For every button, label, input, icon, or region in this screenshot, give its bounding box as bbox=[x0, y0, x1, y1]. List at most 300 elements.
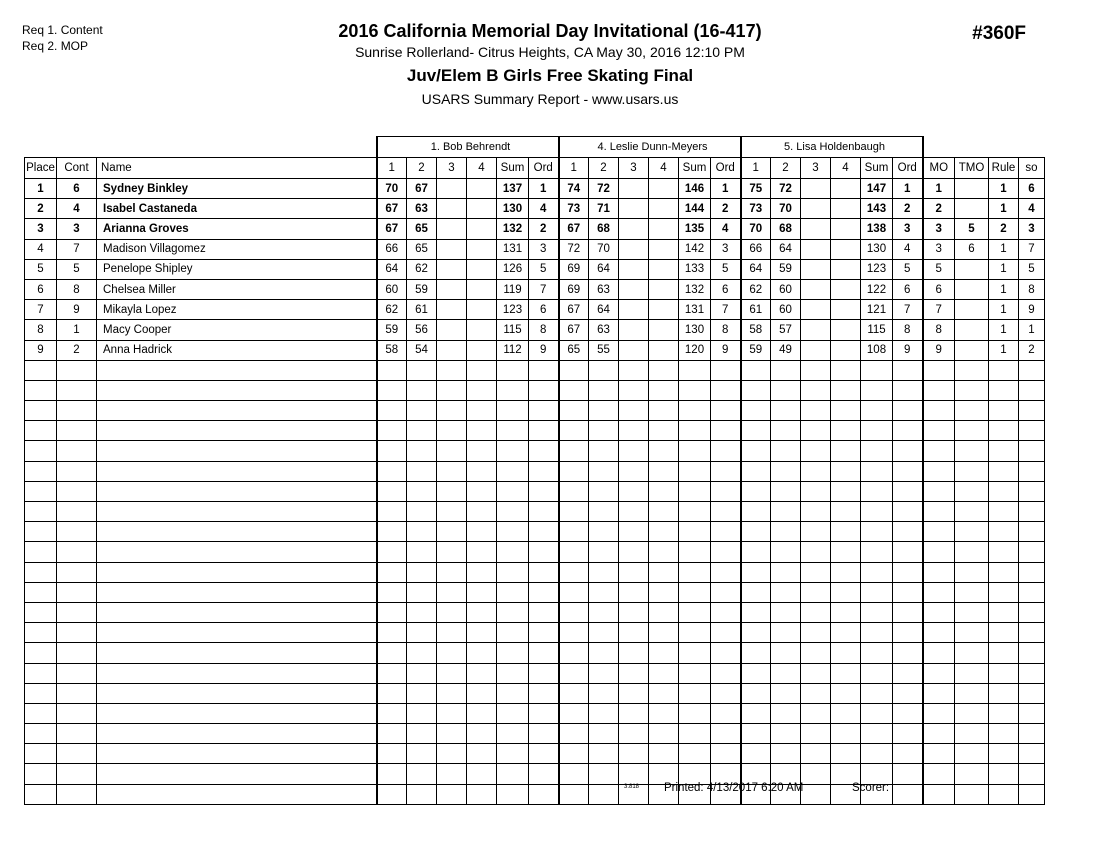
cell-score1-empty bbox=[559, 602, 589, 622]
table-row bbox=[25, 259, 1045, 279]
cell-so-empty bbox=[1019, 380, 1045, 400]
cell-score4-empty bbox=[467, 461, 497, 481]
cell-rule-value: 1 bbox=[1000, 323, 1007, 336]
cell-score2-empty bbox=[771, 360, 801, 380]
cell-score4-j1 bbox=[467, 219, 497, 239]
cell-score1-empty bbox=[377, 542, 407, 562]
cell-ord-j1-value: 4 bbox=[540, 202, 547, 215]
judge-header-row bbox=[25, 137, 1045, 158]
spacer-cell bbox=[923, 137, 955, 158]
cell-score4-j2 bbox=[649, 259, 679, 279]
cell-score2-j3-value: 57 bbox=[779, 323, 792, 336]
cell-score3-j3 bbox=[801, 320, 831, 340]
cell-tmo-empty bbox=[955, 764, 989, 784]
cell-ord-j3 bbox=[893, 239, 923, 259]
cell-cont-empty bbox=[57, 461, 97, 481]
cell-ord-empty bbox=[893, 784, 923, 804]
cell-score2-j1-value: 61 bbox=[415, 303, 428, 316]
cell-score2-empty bbox=[407, 481, 437, 501]
cell-sum-j2 bbox=[679, 259, 711, 279]
cell-score2-empty bbox=[407, 744, 437, 764]
cell-score4-empty bbox=[649, 380, 679, 400]
cell-name-empty bbox=[97, 542, 377, 562]
cell-sum-empty bbox=[679, 663, 711, 683]
cell-cont-empty bbox=[57, 784, 97, 804]
cell-score2-empty bbox=[407, 542, 437, 562]
cell-ord-empty bbox=[529, 582, 559, 602]
cell-name-empty bbox=[97, 703, 377, 723]
cell-score4-j1 bbox=[467, 320, 497, 340]
cell-score4-empty bbox=[467, 522, 497, 542]
cell-score4-empty bbox=[649, 724, 679, 744]
cell-score2-j1 bbox=[407, 340, 437, 360]
cell-score1-j1 bbox=[377, 259, 407, 279]
cell-ord-empty bbox=[893, 683, 923, 703]
cell-name bbox=[97, 239, 377, 259]
col-header-score4-j3 bbox=[831, 158, 861, 179]
cell-score4-empty bbox=[649, 461, 679, 481]
cell-score2-empty bbox=[771, 522, 801, 542]
cell-mo-empty bbox=[923, 724, 955, 744]
cell-name-empty bbox=[97, 401, 377, 421]
cell-score1-j1-value: 67 bbox=[385, 222, 399, 235]
cell-name-empty bbox=[97, 522, 377, 542]
cell-score1-empty bbox=[741, 602, 771, 622]
cell-ord-j1 bbox=[529, 219, 559, 239]
cell-score1-j2-value: 67 bbox=[567, 323, 581, 336]
cell-score3-empty bbox=[619, 744, 649, 764]
cell-sum-empty bbox=[679, 724, 711, 744]
cell-score1-empty bbox=[741, 461, 771, 481]
cell-so-empty bbox=[1019, 542, 1045, 562]
cell-rule bbox=[989, 259, 1019, 279]
cell-ord-empty bbox=[893, 643, 923, 663]
document-code: #360F bbox=[972, 23, 1026, 44]
cell-sum-empty bbox=[679, 582, 711, 602]
cell-score4-empty bbox=[467, 582, 497, 602]
cell-score2-j1 bbox=[407, 320, 437, 340]
cell-score4-empty bbox=[831, 623, 861, 643]
table-row-empty bbox=[25, 764, 1045, 784]
cell-place bbox=[25, 279, 57, 299]
cell-rule-empty bbox=[989, 502, 1019, 522]
cell-sum-empty bbox=[679, 683, 711, 703]
cell-ord-empty bbox=[893, 401, 923, 421]
cell-score1-j3 bbox=[741, 239, 771, 259]
cell-score2-empty bbox=[771, 683, 801, 703]
cell-sum-empty bbox=[497, 663, 529, 683]
cell-score1-empty bbox=[377, 481, 407, 501]
cell-score1-j1-value: 64 bbox=[385, 263, 399, 276]
cell-score4-empty bbox=[467, 724, 497, 744]
cell-score2-j1-value: 62 bbox=[415, 263, 428, 276]
cell-sum-j1-value: 123 bbox=[502, 303, 523, 316]
cell-score3-empty bbox=[437, 502, 467, 522]
cell-rule-value: 1 bbox=[1000, 344, 1007, 357]
cell-mo-value: 7 bbox=[935, 303, 942, 316]
cell-tmo-empty bbox=[955, 562, 989, 582]
cell-score2-j3 bbox=[771, 179, 801, 199]
cell-ord-j2 bbox=[711, 199, 741, 219]
cell-ord-empty bbox=[711, 522, 741, 542]
cell-name-empty bbox=[97, 623, 377, 643]
cell-ord-j2 bbox=[711, 239, 741, 259]
cell-score2-empty bbox=[589, 421, 619, 441]
cell-score2-empty bbox=[407, 663, 437, 683]
cell-mo-empty bbox=[923, 542, 955, 562]
cell-score2-j1-value: 56 bbox=[415, 323, 428, 336]
cell-score2-empty bbox=[407, 360, 437, 380]
cell-sum-j3-value: 138 bbox=[866, 222, 887, 235]
cell-score4-empty bbox=[649, 683, 679, 703]
cell-name-empty bbox=[97, 461, 377, 481]
cell-sum-empty bbox=[861, 582, 893, 602]
cell-cont-empty bbox=[57, 502, 97, 522]
cell-score2-empty bbox=[589, 683, 619, 703]
cell-ord-j2-value: 6 bbox=[722, 283, 729, 296]
table-row bbox=[25, 340, 1045, 360]
cell-place-value: 4 bbox=[37, 243, 44, 256]
cell-score2-empty bbox=[771, 502, 801, 522]
cell-ord-j1-value: 3 bbox=[540, 243, 547, 256]
table-row-empty bbox=[25, 784, 1045, 804]
col-header-score2-j1 bbox=[407, 158, 437, 179]
cell-score1-j3-value: 59 bbox=[749, 344, 763, 357]
cell-name bbox=[97, 320, 377, 340]
cell-score2-j3 bbox=[771, 300, 801, 320]
cell-rule-empty bbox=[989, 481, 1019, 501]
cell-score2-empty bbox=[407, 683, 437, 703]
cell-mo-empty bbox=[923, 683, 955, 703]
cell-name bbox=[97, 300, 377, 320]
cell-tmo-empty bbox=[955, 502, 989, 522]
cell-cont-empty bbox=[57, 421, 97, 441]
cell-score2-empty bbox=[771, 481, 801, 501]
cell-ord-empty bbox=[711, 562, 741, 582]
cell-ord-j3 bbox=[893, 179, 923, 199]
cell-score2-empty bbox=[407, 724, 437, 744]
cell-sum-empty bbox=[679, 542, 711, 562]
cell-mo-empty bbox=[923, 643, 955, 663]
cell-score3-empty bbox=[619, 461, 649, 481]
cell-score4-empty bbox=[467, 481, 497, 501]
cell-score1-empty bbox=[559, 502, 589, 522]
cell-score1-j2-value: 72 bbox=[567, 243, 581, 256]
cell-name-value: Madison Villagomez bbox=[103, 243, 206, 256]
cell-cont-value: 4 bbox=[73, 202, 80, 215]
cell-tmo-empty bbox=[955, 683, 989, 703]
table-row-empty bbox=[25, 380, 1045, 400]
cell-score1-empty bbox=[741, 380, 771, 400]
cell-rule-empty bbox=[989, 643, 1019, 663]
cell-score4-j1 bbox=[467, 300, 497, 320]
cell-ord-empty bbox=[529, 502, 559, 522]
cell-so-empty bbox=[1019, 703, 1045, 723]
cell-sum-j2-value: 133 bbox=[684, 263, 705, 276]
cell-ord-empty bbox=[529, 643, 559, 663]
cell-ord-empty bbox=[529, 401, 559, 421]
cell-score4-empty bbox=[831, 461, 861, 481]
col-header-score4-j3-text: 4 bbox=[842, 162, 849, 174]
cell-score4-empty bbox=[467, 602, 497, 622]
table-row bbox=[25, 179, 1045, 199]
cell-rule-value: 1 bbox=[1000, 283, 1007, 296]
cell-mo-empty bbox=[923, 744, 955, 764]
cell-ord-empty bbox=[711, 724, 741, 744]
cell-score4-j2 bbox=[649, 219, 679, 239]
cell-mo-value: 9 bbox=[935, 344, 942, 357]
cell-score1-j3-value: 61 bbox=[749, 303, 763, 316]
cell-tmo-empty bbox=[955, 582, 989, 602]
cell-score1-empty bbox=[741, 643, 771, 663]
cell-rule-empty bbox=[989, 380, 1019, 400]
cell-score3-empty bbox=[437, 542, 467, 562]
cell-score1-j2 bbox=[559, 340, 589, 360]
cell-score3-j1 bbox=[437, 179, 467, 199]
table-row bbox=[25, 239, 1045, 259]
cell-score3-j3 bbox=[801, 219, 831, 239]
cell-sum-empty bbox=[497, 360, 529, 380]
cell-score2-empty bbox=[589, 481, 619, 501]
cell-so bbox=[1019, 199, 1045, 219]
cell-sum-empty bbox=[861, 461, 893, 481]
table-row-empty bbox=[25, 461, 1045, 481]
cell-mo-empty bbox=[923, 582, 955, 602]
cell-score2-empty bbox=[407, 562, 437, 582]
cell-sum-empty bbox=[679, 401, 711, 421]
cell-score2-empty bbox=[771, 744, 801, 764]
cell-ord-j1-value: 6 bbox=[540, 303, 547, 316]
cell-score2-empty bbox=[771, 401, 801, 421]
col-header-cont-text: Cont bbox=[64, 162, 89, 174]
cell-score2-empty bbox=[589, 380, 619, 400]
col-header-rule-text: Rule bbox=[991, 162, 1016, 174]
cell-score3-empty bbox=[801, 623, 831, 643]
cell-ord-empty bbox=[529, 703, 559, 723]
col-header-tmo-text: TMO bbox=[958, 162, 985, 174]
cell-score4-empty bbox=[831, 401, 861, 421]
cell-sum-j3-value: 115 bbox=[867, 323, 886, 336]
cell-score3-j2 bbox=[619, 279, 649, 299]
cell-score1-j3 bbox=[741, 320, 771, 340]
col-header-score4-j1 bbox=[467, 158, 497, 179]
cell-cont bbox=[57, 179, 97, 199]
cell-place-empty bbox=[25, 461, 57, 481]
cell-name-empty bbox=[97, 481, 377, 501]
cell-score2-empty bbox=[771, 703, 801, 723]
cell-score1-empty bbox=[741, 683, 771, 703]
cell-score1-empty bbox=[559, 461, 589, 481]
cell-score3-j1 bbox=[437, 259, 467, 279]
cell-score1-empty bbox=[741, 502, 771, 522]
cell-so-empty bbox=[1019, 724, 1045, 744]
col-header-score2-j3 bbox=[771, 158, 801, 179]
col-header-tmo bbox=[955, 158, 989, 179]
cell-score4-empty bbox=[467, 764, 497, 784]
cell-sum-empty bbox=[861, 502, 893, 522]
col-header-place-text: Place bbox=[26, 162, 55, 174]
table-row-empty bbox=[25, 502, 1045, 522]
cell-score1-empty bbox=[377, 401, 407, 421]
cell-place bbox=[25, 259, 57, 279]
cell-score1-j3 bbox=[741, 199, 771, 219]
cell-score2-empty bbox=[407, 623, 437, 643]
cell-score4-j3 bbox=[831, 259, 861, 279]
cell-score3-empty bbox=[437, 562, 467, 582]
cell-mo bbox=[923, 320, 955, 340]
cell-ord-empty bbox=[711, 461, 741, 481]
cell-cont bbox=[57, 259, 97, 279]
cell-score3-empty bbox=[801, 703, 831, 723]
cell-score2-j1-value: 59 bbox=[415, 283, 428, 296]
cell-score2-j2-value: 71 bbox=[597, 202, 610, 215]
cell-sum-empty bbox=[497, 643, 529, 663]
cell-score1-empty bbox=[377, 623, 407, 643]
cell-score4-empty bbox=[831, 360, 861, 380]
cell-score3-j1 bbox=[437, 219, 467, 239]
cell-sum-j1 bbox=[497, 199, 529, 219]
cell-place-empty bbox=[25, 562, 57, 582]
cell-sum-empty bbox=[679, 502, 711, 522]
cell-cont-empty bbox=[57, 441, 97, 461]
cell-place-value: 3 bbox=[37, 222, 44, 235]
cell-score3-empty bbox=[801, 724, 831, 744]
cell-sum-j2 bbox=[679, 300, 711, 320]
cell-cont-empty bbox=[57, 764, 97, 784]
cell-ord-j2 bbox=[711, 279, 741, 299]
cell-score2-j2-value: 64 bbox=[597, 303, 610, 316]
cell-so-empty bbox=[1019, 744, 1045, 764]
cell-score3-empty bbox=[437, 461, 467, 481]
cell-name-value: Penelope Shipley bbox=[103, 263, 193, 276]
col-header-score2-j3-text: 2 bbox=[782, 162, 789, 174]
cell-sum-j3 bbox=[861, 219, 893, 239]
cell-score4-empty bbox=[467, 542, 497, 562]
cell-score4-empty bbox=[649, 542, 679, 562]
cell-mo-empty bbox=[923, 401, 955, 421]
cell-sum-j3 bbox=[861, 320, 893, 340]
cell-score2-empty bbox=[589, 562, 619, 582]
cell-ord-j3 bbox=[893, 300, 923, 320]
cell-cont-empty bbox=[57, 643, 97, 663]
spacer-cell bbox=[57, 137, 97, 158]
judge-header-3 bbox=[741, 137, 923, 158]
cell-score3-j2 bbox=[619, 340, 649, 360]
cell-place bbox=[25, 340, 57, 360]
cell-rule-value: 1 bbox=[1000, 303, 1007, 316]
cell-so-empty bbox=[1019, 582, 1045, 602]
cell-cont-empty bbox=[57, 582, 97, 602]
cell-score3-empty bbox=[801, 562, 831, 582]
cell-cont bbox=[57, 239, 97, 259]
cell-cont-empty bbox=[57, 724, 97, 744]
cell-score2-empty bbox=[589, 663, 619, 683]
cell-mo-value: 2 bbox=[935, 202, 942, 215]
cell-sum-j3-value: 123 bbox=[866, 263, 887, 276]
cell-score1-empty bbox=[741, 703, 771, 723]
cell-ord-j3-value: 6 bbox=[904, 283, 911, 296]
cell-score1-j3-value: 64 bbox=[749, 263, 763, 276]
cell-sum-empty bbox=[861, 542, 893, 562]
cell-ord-empty bbox=[711, 703, 741, 723]
cell-ord-empty bbox=[711, 623, 741, 643]
cell-mo-empty bbox=[923, 360, 955, 380]
cell-score4-empty bbox=[831, 421, 861, 441]
cell-score2-j3 bbox=[771, 340, 801, 360]
cell-score4-empty bbox=[467, 663, 497, 683]
cell-score3-empty bbox=[619, 602, 649, 622]
table-row-empty bbox=[25, 562, 1045, 582]
cell-score1-empty bbox=[377, 683, 407, 703]
cell-score3-empty bbox=[801, 582, 831, 602]
cell-score2-empty bbox=[407, 380, 437, 400]
cell-sum-empty bbox=[679, 562, 711, 582]
cell-score1-j3-value: 73 bbox=[749, 202, 763, 215]
cell-score2-j3 bbox=[771, 279, 801, 299]
cell-ord-empty bbox=[711, 602, 741, 622]
cell-sum-j1-value: 137 bbox=[502, 182, 523, 195]
cell-rule-empty bbox=[989, 441, 1019, 461]
cell-rule-value: 1 bbox=[1000, 182, 1007, 195]
col-header-score2-j2 bbox=[589, 158, 619, 179]
cell-sum-j3 bbox=[861, 239, 893, 259]
col-header-score3-j3-text: 3 bbox=[812, 162, 819, 174]
cell-score1-j3-value: 58 bbox=[749, 323, 763, 336]
cell-tmo-empty bbox=[955, 703, 989, 723]
cell-score3-j2 bbox=[619, 259, 649, 279]
cell-mo-value: 3 bbox=[935, 222, 942, 235]
cell-sum-empty bbox=[679, 481, 711, 501]
cell-score3-j3 bbox=[801, 239, 831, 259]
cell-rule-empty bbox=[989, 724, 1019, 744]
cell-place-value: 7 bbox=[37, 303, 44, 316]
cell-rule-empty bbox=[989, 582, 1019, 602]
cell-place bbox=[25, 300, 57, 320]
cell-sum-j3 bbox=[861, 340, 893, 360]
cell-sum-j2 bbox=[679, 320, 711, 340]
cell-tmo-empty bbox=[955, 643, 989, 663]
cell-score1-j1-value: 67 bbox=[385, 202, 399, 215]
cell-score2-j2-value: 70 bbox=[597, 243, 610, 256]
cell-ord-j3-value: 9 bbox=[904, 344, 911, 357]
cell-cont-value: 8 bbox=[73, 283, 80, 296]
cell-mo bbox=[923, 219, 955, 239]
cell-sum-empty bbox=[861, 643, 893, 663]
cell-score2-empty bbox=[589, 461, 619, 481]
cell-so-value: 4 bbox=[1028, 202, 1035, 215]
cell-sum-j3-value: 108 bbox=[866, 344, 887, 357]
cell-ord-j2 bbox=[711, 320, 741, 340]
cell-cont-value: 1 bbox=[73, 323, 80, 336]
cell-ord-empty bbox=[529, 542, 559, 562]
col-header-score3-j3 bbox=[801, 158, 831, 179]
cell-ord-j2-value: 4 bbox=[722, 222, 729, 235]
cell-score2-empty bbox=[771, 724, 801, 744]
cell-score1-j3-value: 66 bbox=[749, 243, 763, 256]
cell-sum-empty bbox=[679, 421, 711, 441]
cell-score3-empty bbox=[437, 703, 467, 723]
cell-tmo-empty bbox=[955, 784, 989, 804]
cell-score2-empty bbox=[589, 360, 619, 380]
cell-ord-j3 bbox=[893, 340, 923, 360]
cell-score2-empty bbox=[589, 744, 619, 764]
cell-mo bbox=[923, 340, 955, 360]
cell-score2-j2-value: 64 bbox=[597, 263, 610, 276]
cell-score1-empty bbox=[741, 441, 771, 461]
cell-score2-j2-value: 55 bbox=[597, 344, 610, 357]
cell-score3-j2 bbox=[619, 219, 649, 239]
cell-rule bbox=[989, 340, 1019, 360]
